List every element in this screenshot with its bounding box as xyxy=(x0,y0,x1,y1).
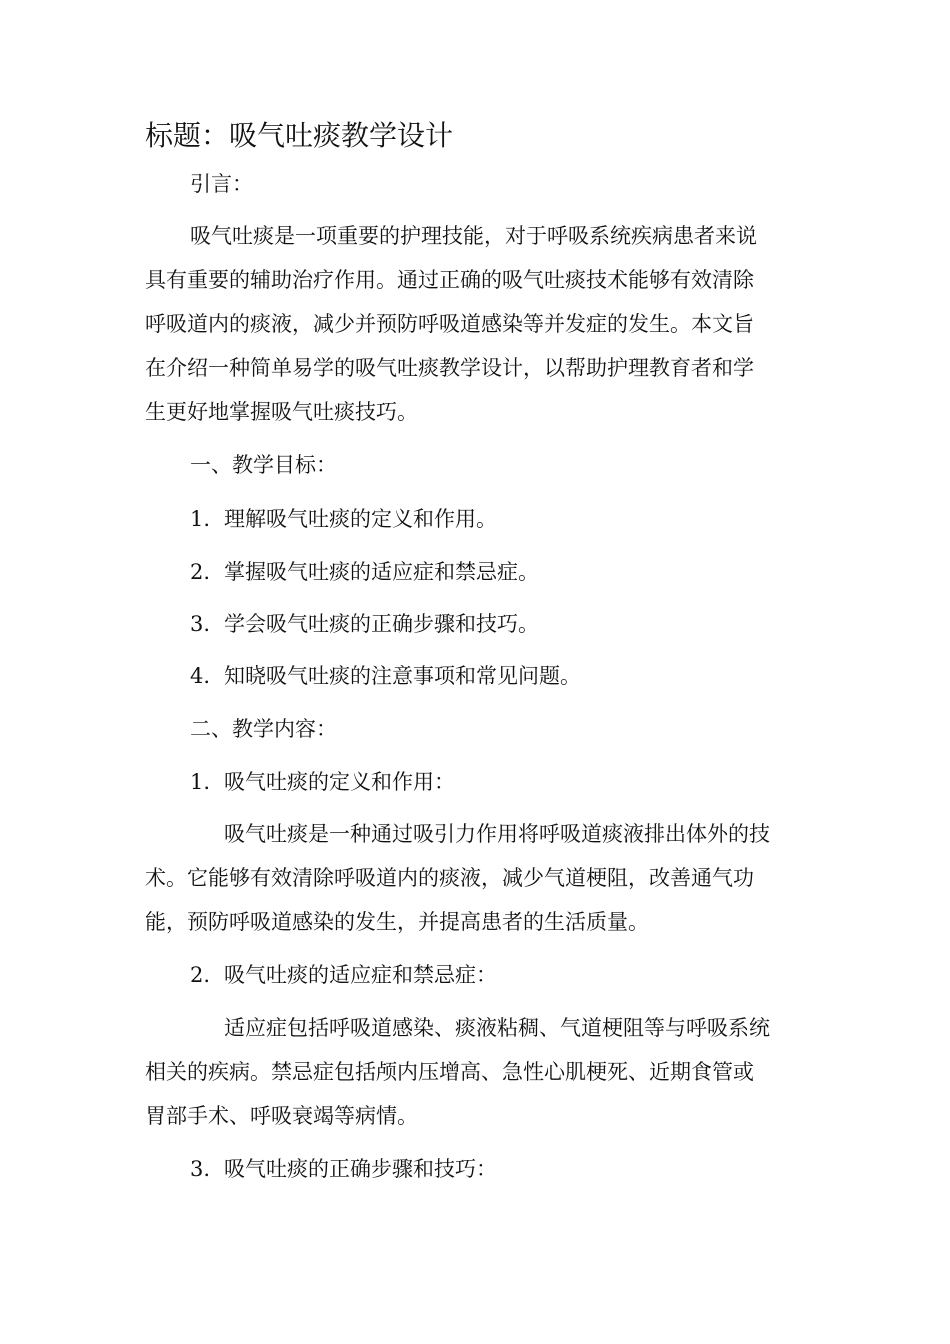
list-item-text: 学会吸气吐痰的正确步骤和技巧。 xyxy=(224,612,539,636)
intro-paragraph-line: 生更好地掌握吸气吐痰技巧。 xyxy=(145,400,418,424)
section-heading-objectives: 一、教学目标： xyxy=(190,453,337,477)
list-item-text: 掌握吸气吐痰的适应症和禁忌症。 xyxy=(224,560,539,584)
paragraph-line: 相关的疾病。禁忌症包括颅内压增高、急性心肌梗死、近期食管或 xyxy=(145,1060,754,1084)
list-item-number: 3. xyxy=(190,612,211,636)
subsection-heading: 吸气吐痰的正确步骤和技巧： xyxy=(224,1157,497,1181)
list-item-number: 1. xyxy=(190,507,211,531)
subsection-heading: 吸气吐痰的定义和作用： xyxy=(224,770,455,794)
subsection-heading: 吸气吐痰的适应症和禁忌症： xyxy=(224,963,497,987)
subsection-number: 1. xyxy=(190,770,211,794)
list-item-number: 4. xyxy=(190,664,211,688)
paragraph-line: 适应症包括呼吸道感染、痰液粘稠、气道梗阻等与呼吸系统 xyxy=(224,1016,770,1040)
intro-paragraph-line: 在介绍一种简单易学的吸气吐痰教学设计，以帮助护理教育者和学 xyxy=(145,356,754,380)
subsection-number: 2. xyxy=(190,963,211,987)
section-heading-content: 二、教学内容： xyxy=(190,717,337,741)
paragraph-line: 胃部手术、呼吸衰竭等病情。 xyxy=(145,1104,418,1128)
paragraph-line: 吸气吐痰是一种通过吸引力作用将呼吸道痰液排出体外的技 xyxy=(224,822,770,846)
intro-paragraph-line: 呼吸道内的痰液，减少并预防呼吸道感染等并发症的发生。本文旨 xyxy=(145,312,754,336)
list-item-number: 2. xyxy=(190,560,211,584)
list-item-text: 知晓吸气吐痰的注意事项和常见问题。 xyxy=(224,664,581,688)
paragraph-line: 能，预防呼吸道感染的发生，并提高患者的生活质量。 xyxy=(145,910,649,934)
intro-paragraph-line: 具有重要的辅助治疗作用。通过正确的吸气吐痰技术能够有效清除 xyxy=(145,268,754,292)
subsection-number: 3. xyxy=(190,1157,211,1181)
intro-heading: 引言： xyxy=(190,172,253,196)
paragraph-line: 术。它能够有效清除呼吸道内的痰液，减少气道梗阻，改善通气功 xyxy=(145,866,754,890)
document-title: 标题：吸气吐痰教学设计 xyxy=(145,119,454,152)
intro-paragraph-line: 吸气吐痰是一项重要的护理技能，对于呼吸系统疾病患者来说 xyxy=(190,224,757,248)
list-item-text: 理解吸气吐痰的定义和作用。 xyxy=(224,507,497,531)
